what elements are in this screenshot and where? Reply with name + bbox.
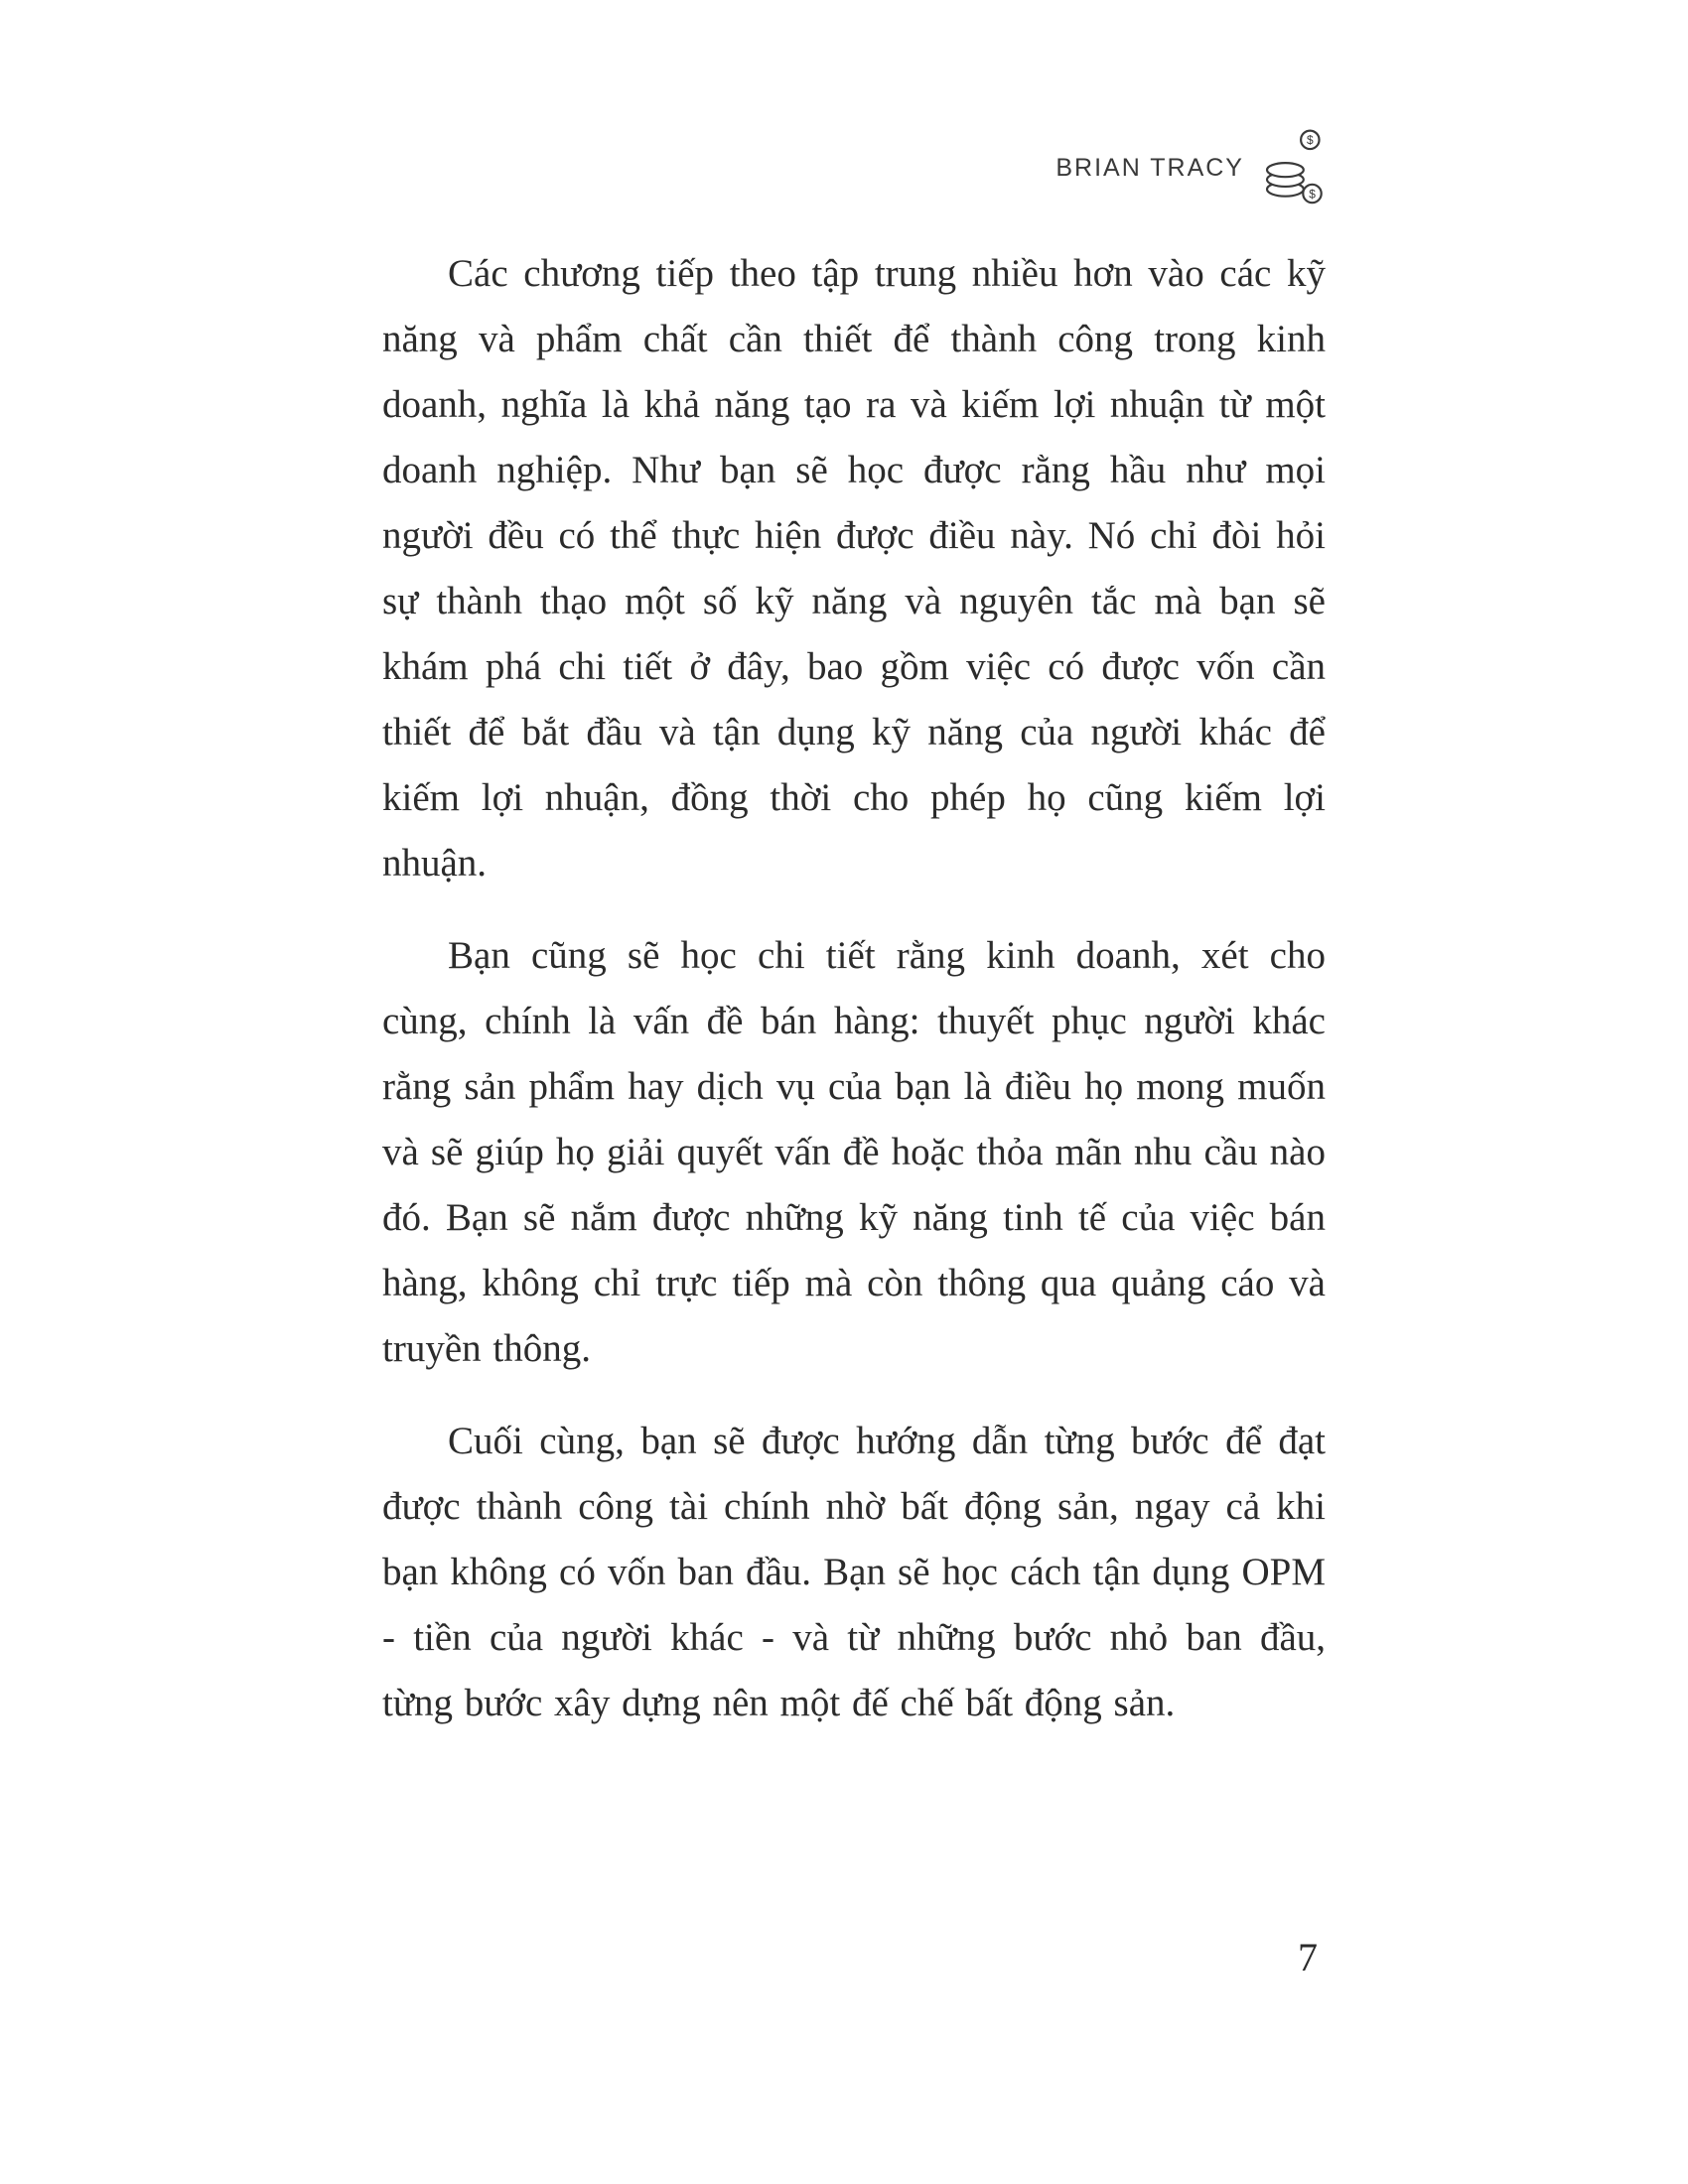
page-number: 7 <box>1298 1935 1318 1979</box>
page-header <box>382 129 1326 206</box>
paragraph-3: Cuối cùng, bạn sẽ được hướng dẫn từng bước để đạt được thành công tài chính nhờ bất động sản, ngay cả khi bạn không có vốn ban đầu. Bạn sẽ học cách tận dụng OPM - tiền của người khác - và từ những bước nhỏ ban đầu, từng bước xây dựng nên một đế chế bất động sản. <box>382 1420 1326 1724</box>
coins-icon <box>1260 129 1326 206</box>
svg-text:$: $ <box>1309 187 1316 202</box>
paragraph-1: Các chương tiếp theo tập trung nhiều hơn vào các kỹ năng và phẩm chất cần thiết để thành công trong kinh doanh, nghĩa là khả năng tạo ra và kiếm lợi nhuận từ một doanh nghiệp. Như bạn sẽ học được rằng hầu như mọi người đều có thể thực hiện được điều này. Nó chỉ đòi hỏi sự thành thạo một số kỹ năng và nguyên tắc mà bạn sẽ khám phá chi tiết ở đây, bao gồm việc có được vốn cần thiết để bắt đầu và tận dụng kỹ năng của người khác để kiếm lợi nhuận, đồng thời cho phép họ cũng kiếm lợi nhuận. <box>382 252 1326 885</box>
page-body <box>382 241 1326 1763</box>
paragraph-2: Bạn cũng sẽ học chi tiết rằng kinh doanh, xét cho cùng, chính là vấn đề bán hàng: thuyết phục người khác rằng sản phẩm hay dịch vụ của bạn là điều họ mong muốn và sẽ giúp họ giải quyết vấn đề hoặc thỏa mãn nhu cầu nào đó. Bạn sẽ nắm được những kỹ năng tinh tế của việc bán hàng, không chỉ trực tiếp mà còn thông qua quảng cáo và truyền thông. <box>382 934 1326 1370</box>
svg-text:$: $ <box>1307 133 1314 148</box>
author-name: BRIAN TRACY <box>1055 153 1244 182</box>
